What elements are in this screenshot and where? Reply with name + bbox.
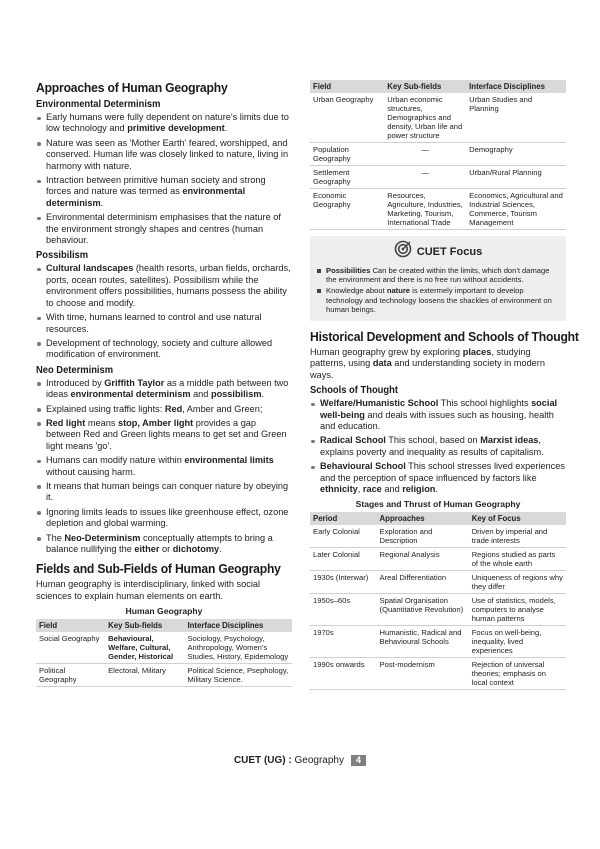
historical-heading: Historical Development and Schools of Thought xyxy=(310,329,579,345)
table-cell: Later Colonial xyxy=(310,548,377,571)
possibilism-heading: Possibilism xyxy=(36,250,89,262)
list-item: The Neo-Determinism conceptually attempts to bring a balance nullifying the either or dichotomy. xyxy=(36,533,292,556)
footer-subject: Geography xyxy=(291,755,344,766)
human-geography-table xyxy=(36,619,292,687)
table-cell: Urban Studies and Planning xyxy=(466,93,566,143)
list-item: It means that human beings can conquer nature by obeying it. xyxy=(36,481,292,504)
list-item: Development of technology, society and culture allowed modification of environment. xyxy=(36,338,292,361)
table-cell: Urban/Rural Planning xyxy=(466,166,566,189)
stages-table xyxy=(310,512,566,690)
table-cell: Urban economic structures, Demographics and density, Urban life and power structure xyxy=(384,93,466,143)
cuet-focus-list xyxy=(316,266,560,314)
list-item: With time, humans learned to control and use natural resources. xyxy=(36,312,292,335)
table-cell: 1950s–60s xyxy=(310,594,377,626)
human-geography-table-caption: Human Geography xyxy=(125,606,203,617)
table-cell: Regional Analysis xyxy=(377,548,469,571)
list-item: Knowledge about nature is extermely important to develop technology and technology loosens the shackles of environment on human beings. xyxy=(316,286,560,314)
table-row xyxy=(310,571,566,594)
table-cell: Focus on well-being, inequality, lived experiences xyxy=(469,626,566,658)
table-header-cell: Field xyxy=(36,619,105,632)
fields-heading: Fields and Sub-Fields of Human Geography xyxy=(36,561,281,577)
table-cell: Use of statistics, models, computers to analyse human patterns xyxy=(469,594,566,626)
list-item: Humans can modify nature within environmental limits without causing harm. xyxy=(36,455,292,478)
table-cell: Electoral, Military xyxy=(105,664,184,687)
table-cell: Behavioural, Welfare, Cultural, Gender, Historical xyxy=(105,632,184,664)
list-item: Possibilities Can be created within the limits, which don't damage the environment and there is no free run without accidents. xyxy=(316,266,560,284)
table-header-cell: Key of Focus xyxy=(469,512,566,525)
table-cell: Resources, Agriculture, Industries, Marketing, Tourism, International Trade xyxy=(384,189,466,230)
footer-exam-label: CUET (UG) : xyxy=(233,755,292,766)
table-cell: — xyxy=(384,143,466,166)
list-item: Intraction between primitive human society and strong forces and nature was termed as environmental determinism. xyxy=(36,175,292,209)
list-item: Cultural landscapes (health resorts, urban fields, orchards, ports, ocean routes, satellites). Possibilism while the environment offers possibilities, humans possess the ability to choose and modify. xyxy=(36,263,292,309)
table-header-cell: Key Sub-fields xyxy=(384,80,466,93)
list-item: Nature was seen as 'Mother Earth' feared, worshipped, and conserved. Human life was closely linked to nature, living in harmony with nature. xyxy=(36,138,292,172)
table-header-cell: Field xyxy=(310,80,384,93)
table-row xyxy=(36,664,292,687)
target-icon xyxy=(394,240,412,263)
table-row xyxy=(310,525,566,548)
list-item: Welfare/Humanistic School This school highlights social well-being and deals with issues such as housing, health and education. xyxy=(310,398,566,432)
table-cell: 1930s (Interwar) xyxy=(310,571,377,594)
table-cell: Exploration and Description xyxy=(377,525,469,548)
table-row xyxy=(310,189,566,230)
list-item: Explained using traffic lights: Red, Amber and Green; xyxy=(36,404,292,415)
table-row xyxy=(310,143,566,166)
table-cell: Humanistic, Radical and Behavioural Schools xyxy=(377,626,469,658)
table-row xyxy=(310,93,566,143)
table-row xyxy=(310,626,566,658)
table-row xyxy=(310,548,566,571)
human-geography-table-continued xyxy=(310,80,566,230)
table-header-cell: Approaches xyxy=(377,512,469,525)
table-row xyxy=(310,166,566,189)
cuet-focus-title: CUET Focus xyxy=(416,245,483,258)
table-header-cell: Interface Disciplines xyxy=(466,80,566,93)
table-row xyxy=(310,658,566,690)
table-cell: Economic Geography xyxy=(310,189,384,230)
table-header-cell: Period xyxy=(310,512,377,525)
table-cell: Early Colonial xyxy=(310,525,377,548)
table-cell: 1970s xyxy=(310,626,377,658)
page-number: 4 xyxy=(351,755,366,766)
right-column xyxy=(310,80,579,690)
table-cell: Driven by imperial and trade interests xyxy=(469,525,566,548)
possibilism-list xyxy=(36,263,292,360)
table-header-row xyxy=(36,619,292,632)
table-cell: Rejection of universal theories; emphasis on local context xyxy=(469,658,566,690)
schools-list xyxy=(310,398,566,495)
approaches-heading: Approaches of Human Geography xyxy=(36,80,228,95)
list-item: Red light means stop, Amber light provides a gap between Red and Green lights means to get set and Green light means 'go'. xyxy=(36,418,292,452)
stages-table-caption: Stages and Thrust of Human Geography xyxy=(355,499,521,510)
table-cell: Settlement Geography xyxy=(310,166,384,189)
table-cell: Political Science, Psephology, Military Science. xyxy=(184,664,292,687)
historical-intro: Human geography grew by exploring places, studying patterns, using data and understanding society in modern ways. xyxy=(310,347,545,380)
cuet-focus-header xyxy=(316,240,560,263)
list-item: Radical School This school, based on Marxist ideas, explains poverty and inequality as results of capitalism. xyxy=(310,435,566,458)
table-cell: Population Geography xyxy=(310,143,384,166)
table-cell: Spatial Organisation (Quantitative Revolution) xyxy=(377,594,469,626)
table-header-row xyxy=(310,80,566,93)
env-det-heading: Environmental Determinism xyxy=(36,99,161,110)
table-cell: Economics, Agricultural and Industrial Sciences, Commerce, Tourism Management xyxy=(466,189,566,230)
table-cell: Post-modernism xyxy=(377,658,469,690)
cuet-focus-box xyxy=(310,236,566,321)
table-cell: 1990s onwards xyxy=(310,658,377,690)
page-footer xyxy=(0,755,600,766)
table-cell: Urban Geography xyxy=(310,93,384,143)
list-item: Ignoring limits leads to issues like greenhouse effect, ozone depletion and global warming. xyxy=(36,507,292,530)
env-det-list xyxy=(36,112,292,246)
table-cell: Areal Differentiation xyxy=(377,571,469,594)
table-header-row xyxy=(310,512,566,525)
table-row xyxy=(36,632,292,664)
schools-heading: Schools of Thought xyxy=(310,385,398,397)
table-cell: — xyxy=(384,166,466,189)
fields-intro: Human geography is interdisciplinary, linked with social sciences to explain human elements on earth. xyxy=(36,579,261,601)
table-row xyxy=(310,594,566,626)
table-cell: Sociology, Psychology, Anthropology, Women's Studies, History, Epidemology xyxy=(184,632,292,664)
table-header-cell: Interface Disciplines xyxy=(184,619,292,632)
table-cell: Political Geography xyxy=(36,664,105,687)
list-item: Behavioural School This school stresses lived experiences and the perception of space influenced by factors like ethnicity, race and religion. xyxy=(310,461,566,495)
table-cell: Demography xyxy=(466,143,566,166)
list-item: Early humans were fully dependent on nature's limits due to low technology and primitive development. xyxy=(36,112,292,135)
neo-determinism-heading: Neo Determinism xyxy=(36,364,114,376)
list-item: Environmental determinism emphasises that the nature of the environment strongly shapes and centres (human behaviour. xyxy=(36,212,292,246)
left-column xyxy=(36,80,292,687)
table-cell: Social Geography xyxy=(36,632,105,664)
table-header-cell: Key Sub-fields xyxy=(105,619,184,632)
table-cell: Regions studied as parts of the whole earth xyxy=(469,548,566,571)
neo-determinism-list xyxy=(36,378,292,556)
list-item: Introduced by Griffith Taylor as a middle path between two ideas environmental determinism and possibilism. xyxy=(36,378,292,401)
table-cell: Uniqueness of regions why they differ xyxy=(469,571,566,594)
